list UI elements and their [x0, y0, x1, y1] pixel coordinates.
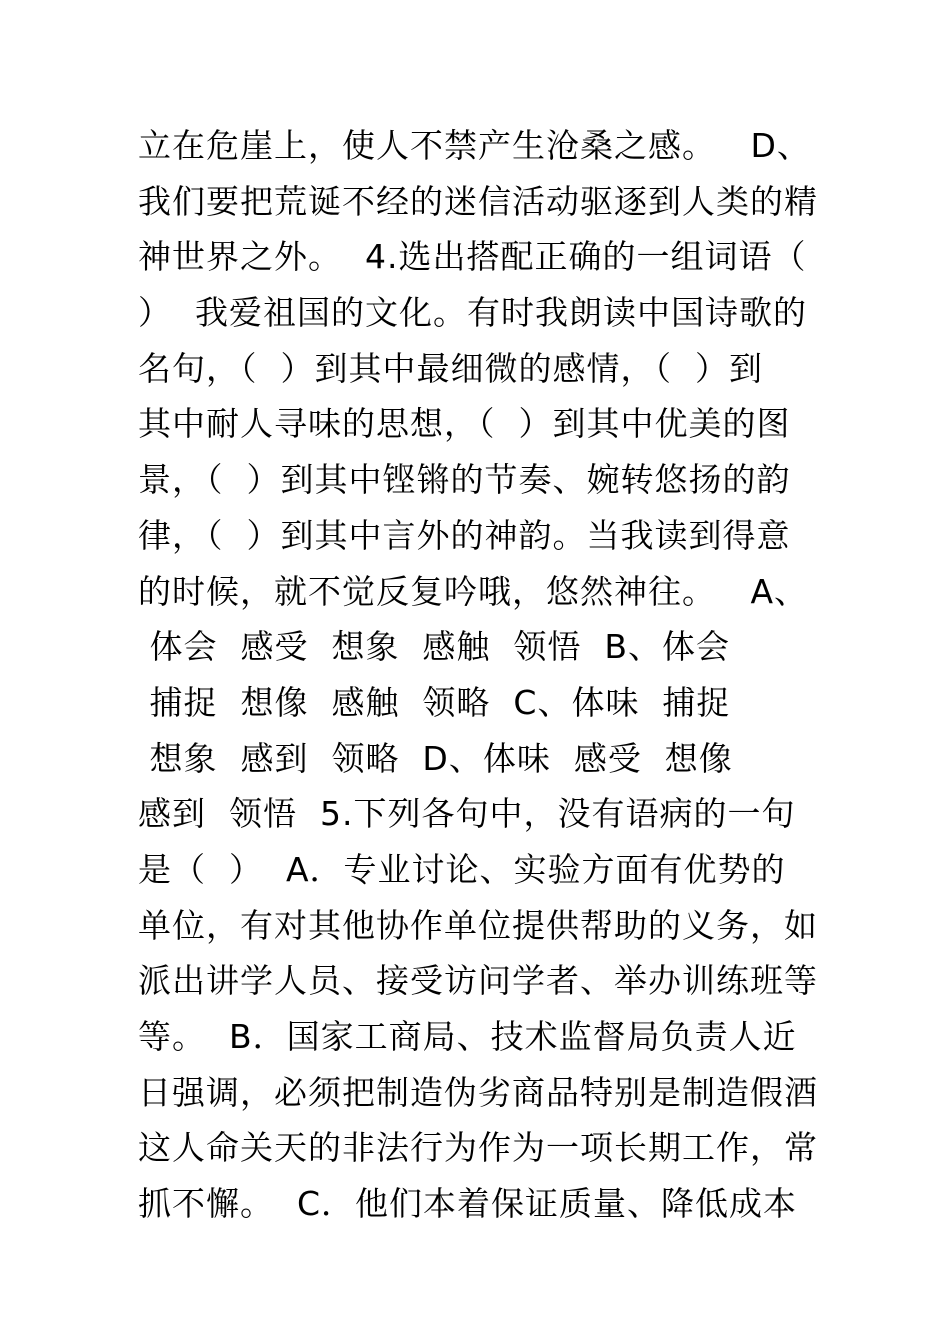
text-line: ） 我爱祖国的文化。有时我朗读中国诗歌的: [138, 293, 807, 333]
text-line: 的时候，就不觉反复吟哦，悠然神往。 A、: [138, 571, 809, 611]
text-line: 律，（ ）到其中言外的神韵。当我读到得意: [138, 515, 791, 555]
text-line: 我们要把荒诞不经的迷信活动驱逐到人类的精: [138, 181, 818, 221]
text-line: 日强调，必须把制造伪劣商品特别是制造假酒: [138, 1072, 818, 1112]
text-line: 这人命关天的非法行为作为一项长期工作，常: [138, 1128, 818, 1168]
text-line: 单位，有对其他协作单位提供帮助的义务，如: [138, 905, 818, 945]
text-line: 捕捉 想像 感触 领略 C、体味 捕捉: [138, 682, 731, 722]
text-line: 其中耐人寻味的思想，（ ）到其中优美的图: [138, 404, 791, 444]
text-line: 等。 B．国家工商局、技术监督局负责人近: [138, 1017, 797, 1056]
text-line: 派出讲学人员、接受访问学者、举办训练班等: [138, 961, 818, 1001]
body-text: [138, 118, 818, 1232]
text-line: 名句，（ ）到其中最细微的感情，（ ）到: [138, 348, 763, 388]
text-line: 神世界之外。 4.选出搭配正确的一组词语（: [138, 237, 807, 277]
text-line: 想象 感到 领略 D、体味 感受 想像: [138, 738, 733, 778]
text-line: 景，（ ）到其中铿锵的节奏、婉转悠扬的韵: [138, 460, 791, 500]
text-line: 感到 领悟 5.下列各句中，没有语病的一句: [138, 794, 796, 834]
text-line: 立在危崖上，使人不禁产生沧桑之感。 D、: [138, 126, 811, 165]
text-line: 抓不懈。 C．他们本着保证质量、降低成本: [138, 1184, 798, 1224]
text-line: 是（ ） A．专业讨论、实验方面有优势的: [138, 849, 786, 889]
text-line: 体会 感受 想象 感触 领悟 B、体会: [138, 627, 731, 667]
